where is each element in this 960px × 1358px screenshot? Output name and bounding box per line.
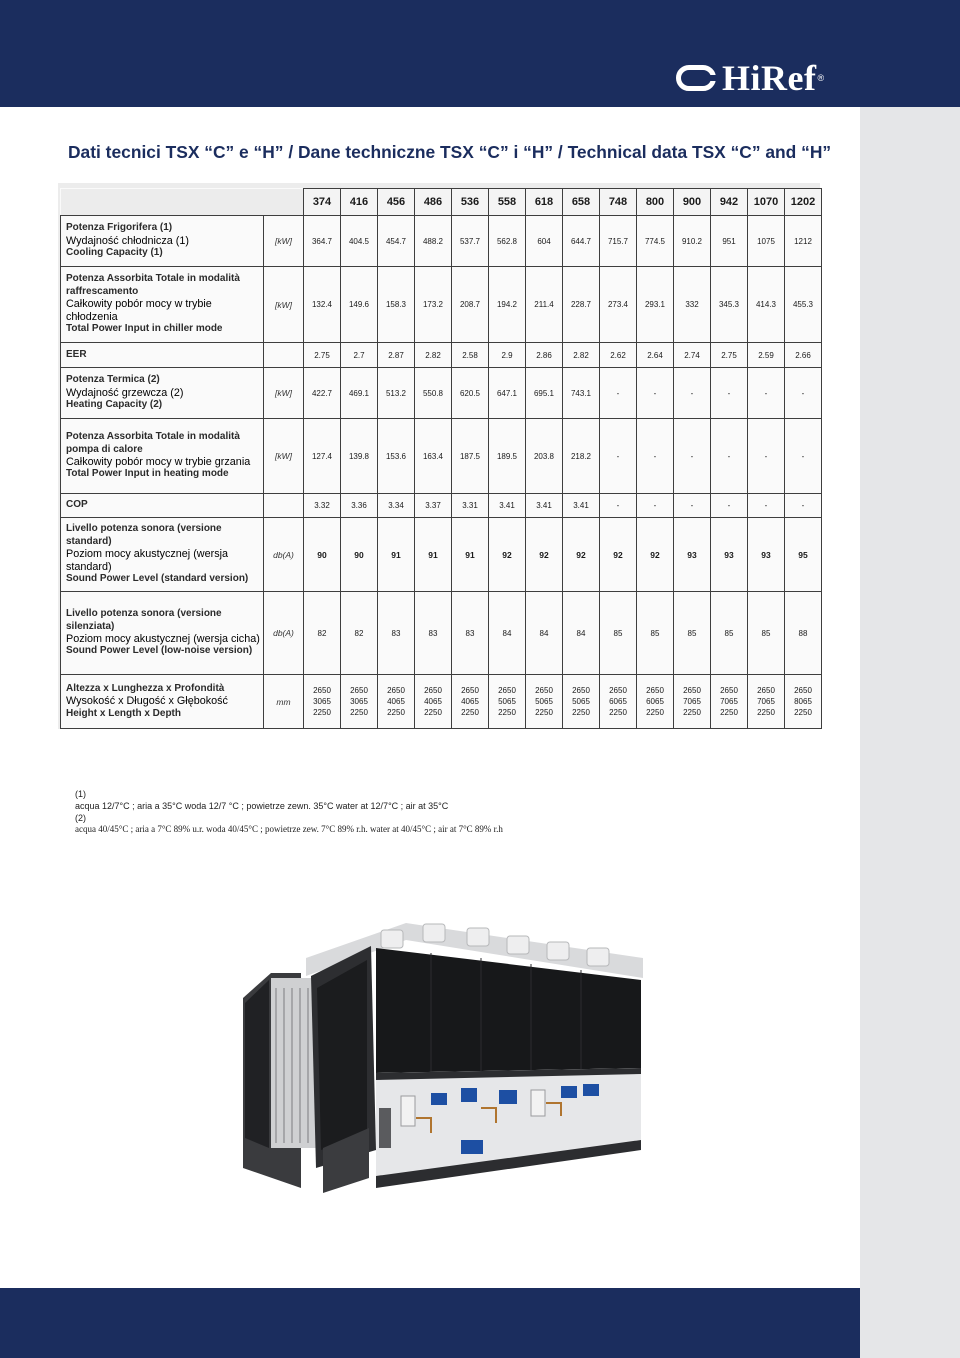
label-italian: Livello potenza sonora (versione silenziata) (66, 608, 222, 632)
spec-row (61, 216, 822, 267)
value-cell: 2.86 (526, 343, 563, 368)
value-cell: - (785, 419, 822, 494)
value-cell: 3.31 (452, 494, 489, 518)
spec-row (61, 675, 822, 729)
value-cell: 404.5 (341, 216, 378, 267)
spec-row (61, 518, 822, 592)
label-english: Total Power Input in heating mode (66, 468, 229, 480)
value-cell: 132.4 (304, 267, 341, 343)
label-polish: Wydajność chłodnicza (1) (66, 234, 189, 247)
chiller-unit-image (231, 918, 651, 1240)
dimension-value: 4065 (387, 697, 405, 706)
model-header-cell: 900 (674, 189, 711, 216)
dimension-value: 2250 (720, 708, 738, 717)
value-cell (748, 675, 785, 729)
value-cell: 2.74 (674, 343, 711, 368)
row-label (61, 592, 264, 675)
value-cell: 92 (600, 518, 637, 592)
row-label (61, 368, 264, 419)
label-polish: Wydajność grzewcza (2) (66, 386, 184, 399)
value-cell (378, 675, 415, 729)
model-header-cell: 536 (452, 189, 489, 216)
dimension-value: 6065 (646, 697, 664, 706)
row-label (61, 675, 264, 729)
spec-row (61, 343, 822, 368)
value-cell: 173.2 (415, 267, 452, 343)
unit-cell: [kW] (264, 216, 304, 267)
model-header-cell: 416 (341, 189, 378, 216)
dimension-value: 5065 (498, 697, 516, 706)
value-cell: 743.1 (563, 368, 600, 419)
value-cell (452, 675, 489, 729)
value-cell: 90 (304, 518, 341, 592)
dimension-value: 5065 (535, 697, 553, 706)
dimension-value: 2250 (609, 708, 627, 717)
dimension-value: 2250 (535, 708, 553, 717)
value-cell: 92 (489, 518, 526, 592)
value-cell: 550.8 (415, 368, 452, 419)
dimension-value: 2650 (757, 686, 775, 695)
label-italian: Potenza Assorbita Totale in modalità raffrescamento (66, 273, 240, 297)
dimension-value: 2650 (461, 686, 479, 695)
value-cell: 95 (785, 518, 822, 592)
value-cell: 127.4 (304, 419, 341, 494)
dimension-value: 8065 (794, 697, 812, 706)
value-cell: 332 (674, 267, 711, 343)
value-cell: - (711, 368, 748, 419)
value-cell: 90 (341, 518, 378, 592)
dimension-value: 2250 (757, 708, 775, 717)
value-cell (785, 675, 822, 729)
model-header-cell: 486 (415, 189, 452, 216)
unit-cell: [kW] (264, 419, 304, 494)
value-cell: 364.7 (304, 216, 341, 267)
value-cell: 85 (637, 592, 674, 675)
label-italian: COP (66, 499, 88, 511)
value-cell: 562.8 (489, 216, 526, 267)
value-cell: 91 (378, 518, 415, 592)
label-polish: Wysokość x Długość x Głębokość (66, 695, 228, 708)
dimension-value: 6065 (609, 697, 627, 706)
value-cell: 2.82 (415, 343, 452, 368)
dimension-value: 2250 (498, 708, 516, 717)
value-cell: 85 (748, 592, 785, 675)
dimension-value: 2250 (646, 708, 664, 717)
value-cell: 1212 (785, 216, 822, 267)
value-cell (526, 675, 563, 729)
dimension-value: 5065 (572, 697, 590, 706)
row-label (61, 216, 264, 267)
dimension-value: 2650 (794, 686, 812, 695)
value-cell: 92 (563, 518, 600, 592)
footnotes (75, 789, 503, 836)
value-cell: 91 (452, 518, 489, 592)
value-cell: 92 (526, 518, 563, 592)
dimension-value: 3065 (313, 697, 331, 706)
dimension-value: 2650 (683, 686, 701, 695)
label-italian: EER (66, 348, 87, 360)
model-header-cell: 456 (378, 189, 415, 216)
value-cell: 1075 (748, 216, 785, 267)
value-cell: - (748, 368, 785, 419)
value-cell (341, 675, 378, 729)
value-cell: 208.7 (452, 267, 489, 343)
value-cell: 158.3 (378, 267, 415, 343)
value-cell: 153.6 (378, 419, 415, 494)
value-cell: - (600, 494, 637, 518)
value-cell: 3.36 (341, 494, 378, 518)
value-cell: 2.75 (304, 343, 341, 368)
dimension-value: 4065 (461, 697, 479, 706)
spec-row (61, 368, 822, 419)
table-corner (61, 189, 304, 216)
unit-cell: [kW] (264, 267, 304, 343)
value-cell: 3.41 (563, 494, 600, 518)
value-cell: 454.7 (378, 216, 415, 267)
label-english: Cooling Capacity (1) (66, 247, 163, 259)
value-cell: - (748, 494, 785, 518)
dimension-value: 7065 (720, 697, 738, 706)
value-cell (415, 675, 452, 729)
value-cell: - (785, 368, 822, 419)
model-header-cell: 558 (489, 189, 526, 216)
value-cell: - (637, 419, 674, 494)
dimension-value: 2250 (313, 708, 331, 717)
footnote-1-marker: (1) (75, 789, 86, 799)
value-cell: 345.3 (711, 267, 748, 343)
value-cell: - (674, 494, 711, 518)
model-header-cell: 1070 (748, 189, 785, 216)
side-margin (860, 107, 960, 1358)
value-cell: 85 (600, 592, 637, 675)
unit-cell: mm (264, 675, 304, 729)
value-cell: 951 (711, 216, 748, 267)
model-header-row (61, 189, 822, 216)
value-cell: 194.2 (489, 267, 526, 343)
label-polish: Poziom mocy akustycznej (wersja standard) (66, 548, 229, 573)
value-cell: 910.2 (674, 216, 711, 267)
value-cell: 620.5 (452, 368, 489, 419)
dimension-value: 2650 (535, 686, 553, 695)
technical-data-table (60, 188, 822, 729)
value-cell: 163.4 (415, 419, 452, 494)
dimension-value: 2250 (387, 708, 405, 717)
value-cell: 92 (637, 518, 674, 592)
dimension-value: 7065 (757, 697, 775, 706)
model-header-cell: 658 (563, 189, 600, 216)
value-cell: 93 (674, 518, 711, 592)
dimension-value: 2650 (646, 686, 664, 695)
value-cell: - (674, 419, 711, 494)
value-cell: 83 (452, 592, 489, 675)
value-cell: 228.7 (563, 267, 600, 343)
logo-ring-icon (676, 65, 716, 91)
value-cell: 149.6 (341, 267, 378, 343)
value-cell: 2.64 (637, 343, 674, 368)
value-cell: 644.7 (563, 216, 600, 267)
value-cell: 84 (563, 592, 600, 675)
label-english: Sound Power Level (standard version) (66, 573, 249, 585)
unit-cell: db(A) (264, 592, 304, 675)
value-cell: 695.1 (526, 368, 563, 419)
value-cell (304, 675, 341, 729)
value-cell (637, 675, 674, 729)
value-cell: 88 (785, 592, 822, 675)
value-cell (563, 675, 600, 729)
label-english: Heating Capacity (2) (66, 399, 163, 411)
value-cell: - (600, 368, 637, 419)
dimension-value: 2650 (424, 686, 442, 695)
value-cell: 83 (378, 592, 415, 675)
unit-cell: [kW] (264, 368, 304, 419)
value-cell (600, 675, 637, 729)
value-cell: 488.2 (415, 216, 452, 267)
footnote-2-marker: (2) (75, 812, 86, 823)
value-cell: 3.34 (378, 494, 415, 518)
value-cell: 2.62 (600, 343, 637, 368)
value-cell: 85 (711, 592, 748, 675)
page-title: Dati tecnici TSX “C” e “H” / Dane techniczne TSX “C” i “H” / Technical data TSX “C” and “H” (68, 142, 832, 162)
dimension-value: 2250 (794, 708, 812, 717)
value-cell: 774.5 (637, 216, 674, 267)
dimension-value: 2250 (424, 708, 442, 717)
value-cell: 3.41 (489, 494, 526, 518)
value-cell: 82 (304, 592, 341, 675)
dimension-value: 2250 (350, 708, 368, 717)
hiref-logo (676, 56, 824, 100)
value-cell: - (637, 494, 674, 518)
value-cell: - (674, 368, 711, 419)
value-cell: 83 (415, 592, 452, 675)
value-cell: 139.8 (341, 419, 378, 494)
value-cell (674, 675, 711, 729)
label-italian: Potenza Assorbita Totale in modalità pompa di calore (66, 431, 240, 455)
value-cell: 2.75 (711, 343, 748, 368)
model-header-cell: 618 (526, 189, 563, 216)
spec-row (61, 419, 822, 494)
label-polish: Całkowity pobór mocy w trybie grzania (66, 456, 251, 468)
row-label (61, 419, 264, 494)
value-cell: 2.82 (563, 343, 600, 368)
unit-cell (264, 343, 304, 368)
value-cell: 3.32 (304, 494, 341, 518)
logo-text: HiRef (722, 58, 817, 98)
model-header-cell: 800 (637, 189, 674, 216)
dimension-value: 2650 (720, 686, 738, 695)
value-cell: 604 (526, 216, 563, 267)
value-cell: 2.87 (378, 343, 415, 368)
value-cell (711, 675, 748, 729)
value-cell: 2.59 (748, 343, 785, 368)
model-header-cell: 374 (304, 189, 341, 216)
dimension-value: 2650 (313, 686, 331, 695)
footnote-1-text: acqua 12/7°C ; aria a 35°C woda 12/7 °C ; powietrze zewn. 35°C water at 12/7°C ; air at 35°C (75, 800, 449, 811)
bottom-footer-bar (0, 1288, 860, 1358)
value-cell: - (600, 419, 637, 494)
value-cell: 189.5 (489, 419, 526, 494)
value-cell: 211.4 (526, 267, 563, 343)
value-cell: 422.7 (304, 368, 341, 419)
value-cell: 203.8 (526, 419, 563, 494)
value-cell: 513.2 (378, 368, 415, 419)
value-cell: 3.37 (415, 494, 452, 518)
value-cell: - (637, 368, 674, 419)
footnote-2-text: acqua 40/45°C ; aria a 7°C 89% u.r. woda 40/45°C ; powietrze zew. 7°C 89% r.h. water at 40/45°C ; air at 7°C 89% r.h (75, 824, 503, 835)
label-italian: Livello potenza sonora (versione standard) (66, 523, 222, 547)
value-cell: 2.66 (785, 343, 822, 368)
value-cell: 82 (341, 592, 378, 675)
value-cell: - (785, 494, 822, 518)
value-cell: 647.1 (489, 368, 526, 419)
value-cell: 2.58 (452, 343, 489, 368)
spec-row (61, 592, 822, 675)
value-cell: 93 (748, 518, 785, 592)
value-cell: 3.41 (526, 494, 563, 518)
dimension-value: 2650 (609, 686, 627, 695)
label-english: Sound Power Level (low-noise version) (66, 645, 253, 657)
row-label (61, 267, 264, 343)
value-cell: 84 (526, 592, 563, 675)
label-english: Total Power Input in chiller mode (66, 323, 223, 335)
label-polish: Całkowity pobór mocy w trybie chłodzenia (66, 298, 212, 323)
label-polish: Poziom mocy akustycznej (wersja cicha) (66, 633, 260, 645)
dimension-value: 2250 (683, 708, 701, 717)
value-cell: 187.5 (452, 419, 489, 494)
spec-row (61, 494, 822, 518)
value-cell: 455.3 (785, 267, 822, 343)
dimension-value: 4065 (424, 697, 442, 706)
value-cell: 2.9 (489, 343, 526, 368)
value-cell: 715.7 (600, 216, 637, 267)
dimension-value: 2250 (572, 708, 590, 717)
value-cell: 2.7 (341, 343, 378, 368)
dimension-value: 2650 (572, 686, 590, 695)
spec-row (61, 267, 822, 343)
label-english: Height x Length x Depth (66, 707, 181, 719)
label-italian: Potenza Termica (2) (66, 374, 160, 386)
label-italian: Altezza x Lunghezza x Profondità (66, 682, 225, 694)
value-cell: 218.2 (563, 419, 600, 494)
row-label (61, 518, 264, 592)
value-cell: - (748, 419, 785, 494)
value-cell: 537.7 (452, 216, 489, 267)
value-cell: 469.1 (341, 368, 378, 419)
row-label (61, 343, 264, 368)
label-italian: Potenza Frigorifera (1) (66, 222, 173, 234)
value-cell: 293.1 (637, 267, 674, 343)
value-cell: 85 (674, 592, 711, 675)
value-cell (489, 675, 526, 729)
logo-registered-mark: ® (817, 73, 825, 83)
value-cell: 91 (415, 518, 452, 592)
unit-cell: db(A) (264, 518, 304, 592)
dimension-value: 2250 (461, 708, 479, 717)
dimension-value: 2650 (387, 686, 405, 695)
value-cell: 273.4 (600, 267, 637, 343)
unit-cell (264, 494, 304, 518)
value-cell: 414.3 (748, 267, 785, 343)
value-cell: 84 (489, 592, 526, 675)
dimension-value: 2650 (498, 686, 516, 695)
dimension-value: 2650 (350, 686, 368, 695)
model-header-cell: 1202 (785, 189, 822, 216)
dimension-value: 7065 (683, 697, 701, 706)
model-header-cell: 942 (711, 189, 748, 216)
dimension-value: 3065 (350, 697, 368, 706)
value-cell: 93 (711, 518, 748, 592)
row-label (61, 494, 264, 518)
model-header-cell: 748 (600, 189, 637, 216)
value-cell: - (711, 419, 748, 494)
value-cell: - (711, 494, 748, 518)
